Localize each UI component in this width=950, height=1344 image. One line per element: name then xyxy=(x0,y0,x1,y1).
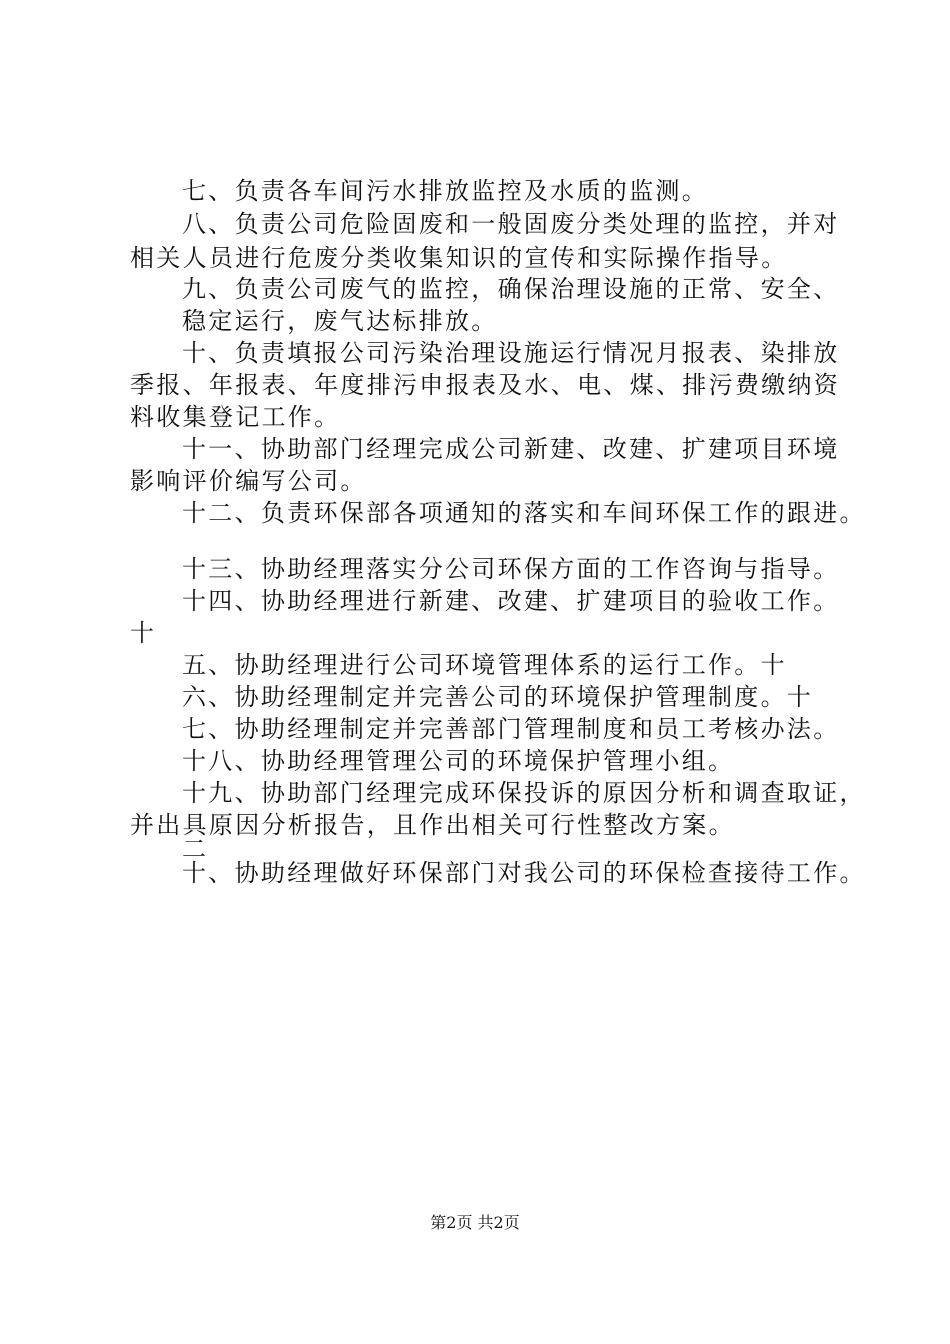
text-line-10: 影响评价编写公司。 xyxy=(130,467,367,495)
text-line-20: 并出具原因分析报告，且作出相关可行性整改方案。 xyxy=(130,811,735,839)
text-line-13: 十四、协助经理进行新建、改建、扩建项目的验收工作。 xyxy=(182,587,840,615)
text-line-21: 二 xyxy=(182,835,209,863)
text-line-15: 五、协助经理进行公司环境管理体系的运行工作。十 xyxy=(182,651,787,679)
text-line-4: 九、负责公司废气的监控，确保治理设施的正常、安全、 xyxy=(182,275,840,303)
text-line-18: 十八、协助经理管理公司的环境保护管理小组。 xyxy=(182,747,735,775)
text-line-9: 十一、协助部门经理完成公司新建、改建、扩建项目环境 xyxy=(182,435,840,463)
text-line-3: 相关人员进行危废分类收集知识的宣传和实际操作指导。 xyxy=(130,244,788,272)
text-line-14: 十 xyxy=(130,619,157,647)
text-line-5: 稳定运行，废气达标排放。 xyxy=(182,307,498,335)
text-line-1: 七、负责各车间污水排放监控及水质的监测。 xyxy=(182,177,708,205)
text-line-12: 十三、协助经理落实分公司环保方面的工作咨询与指导。 xyxy=(182,555,840,583)
text-line-16: 六、协助经理制定并完善公司的环境保护管理制度。十 xyxy=(182,683,814,711)
text-line-22: 十、协助经理做好环保部门对我公司的环保检查接待工作。 xyxy=(182,859,866,887)
page-number-footer: 第2页 共2页 xyxy=(430,1213,520,1232)
text-line-19: 十九、协助部门经理完成环保投诉的原因分析和调查取证， xyxy=(182,779,866,807)
text-line-7: 季报、年报表、年度排污申报表及水、电、煤、排污费缴纳资 xyxy=(130,371,841,399)
text-line-11: 十二、负责环保部各项通知的落实和车间环保工作的跟进。 xyxy=(182,499,866,527)
text-line-8: 料收集登记工作。 xyxy=(130,403,341,431)
text-line-17: 七、协助经理制定并完善部门管理制度和员工考核办法。 xyxy=(182,715,840,743)
text-line-2: 八、负责公司危险固废和一般固废分类处理的监控，并对 xyxy=(182,210,840,238)
text-line-6: 十、负责填报公司污染治理设施运行情况月报表、染排放 xyxy=(182,339,840,367)
